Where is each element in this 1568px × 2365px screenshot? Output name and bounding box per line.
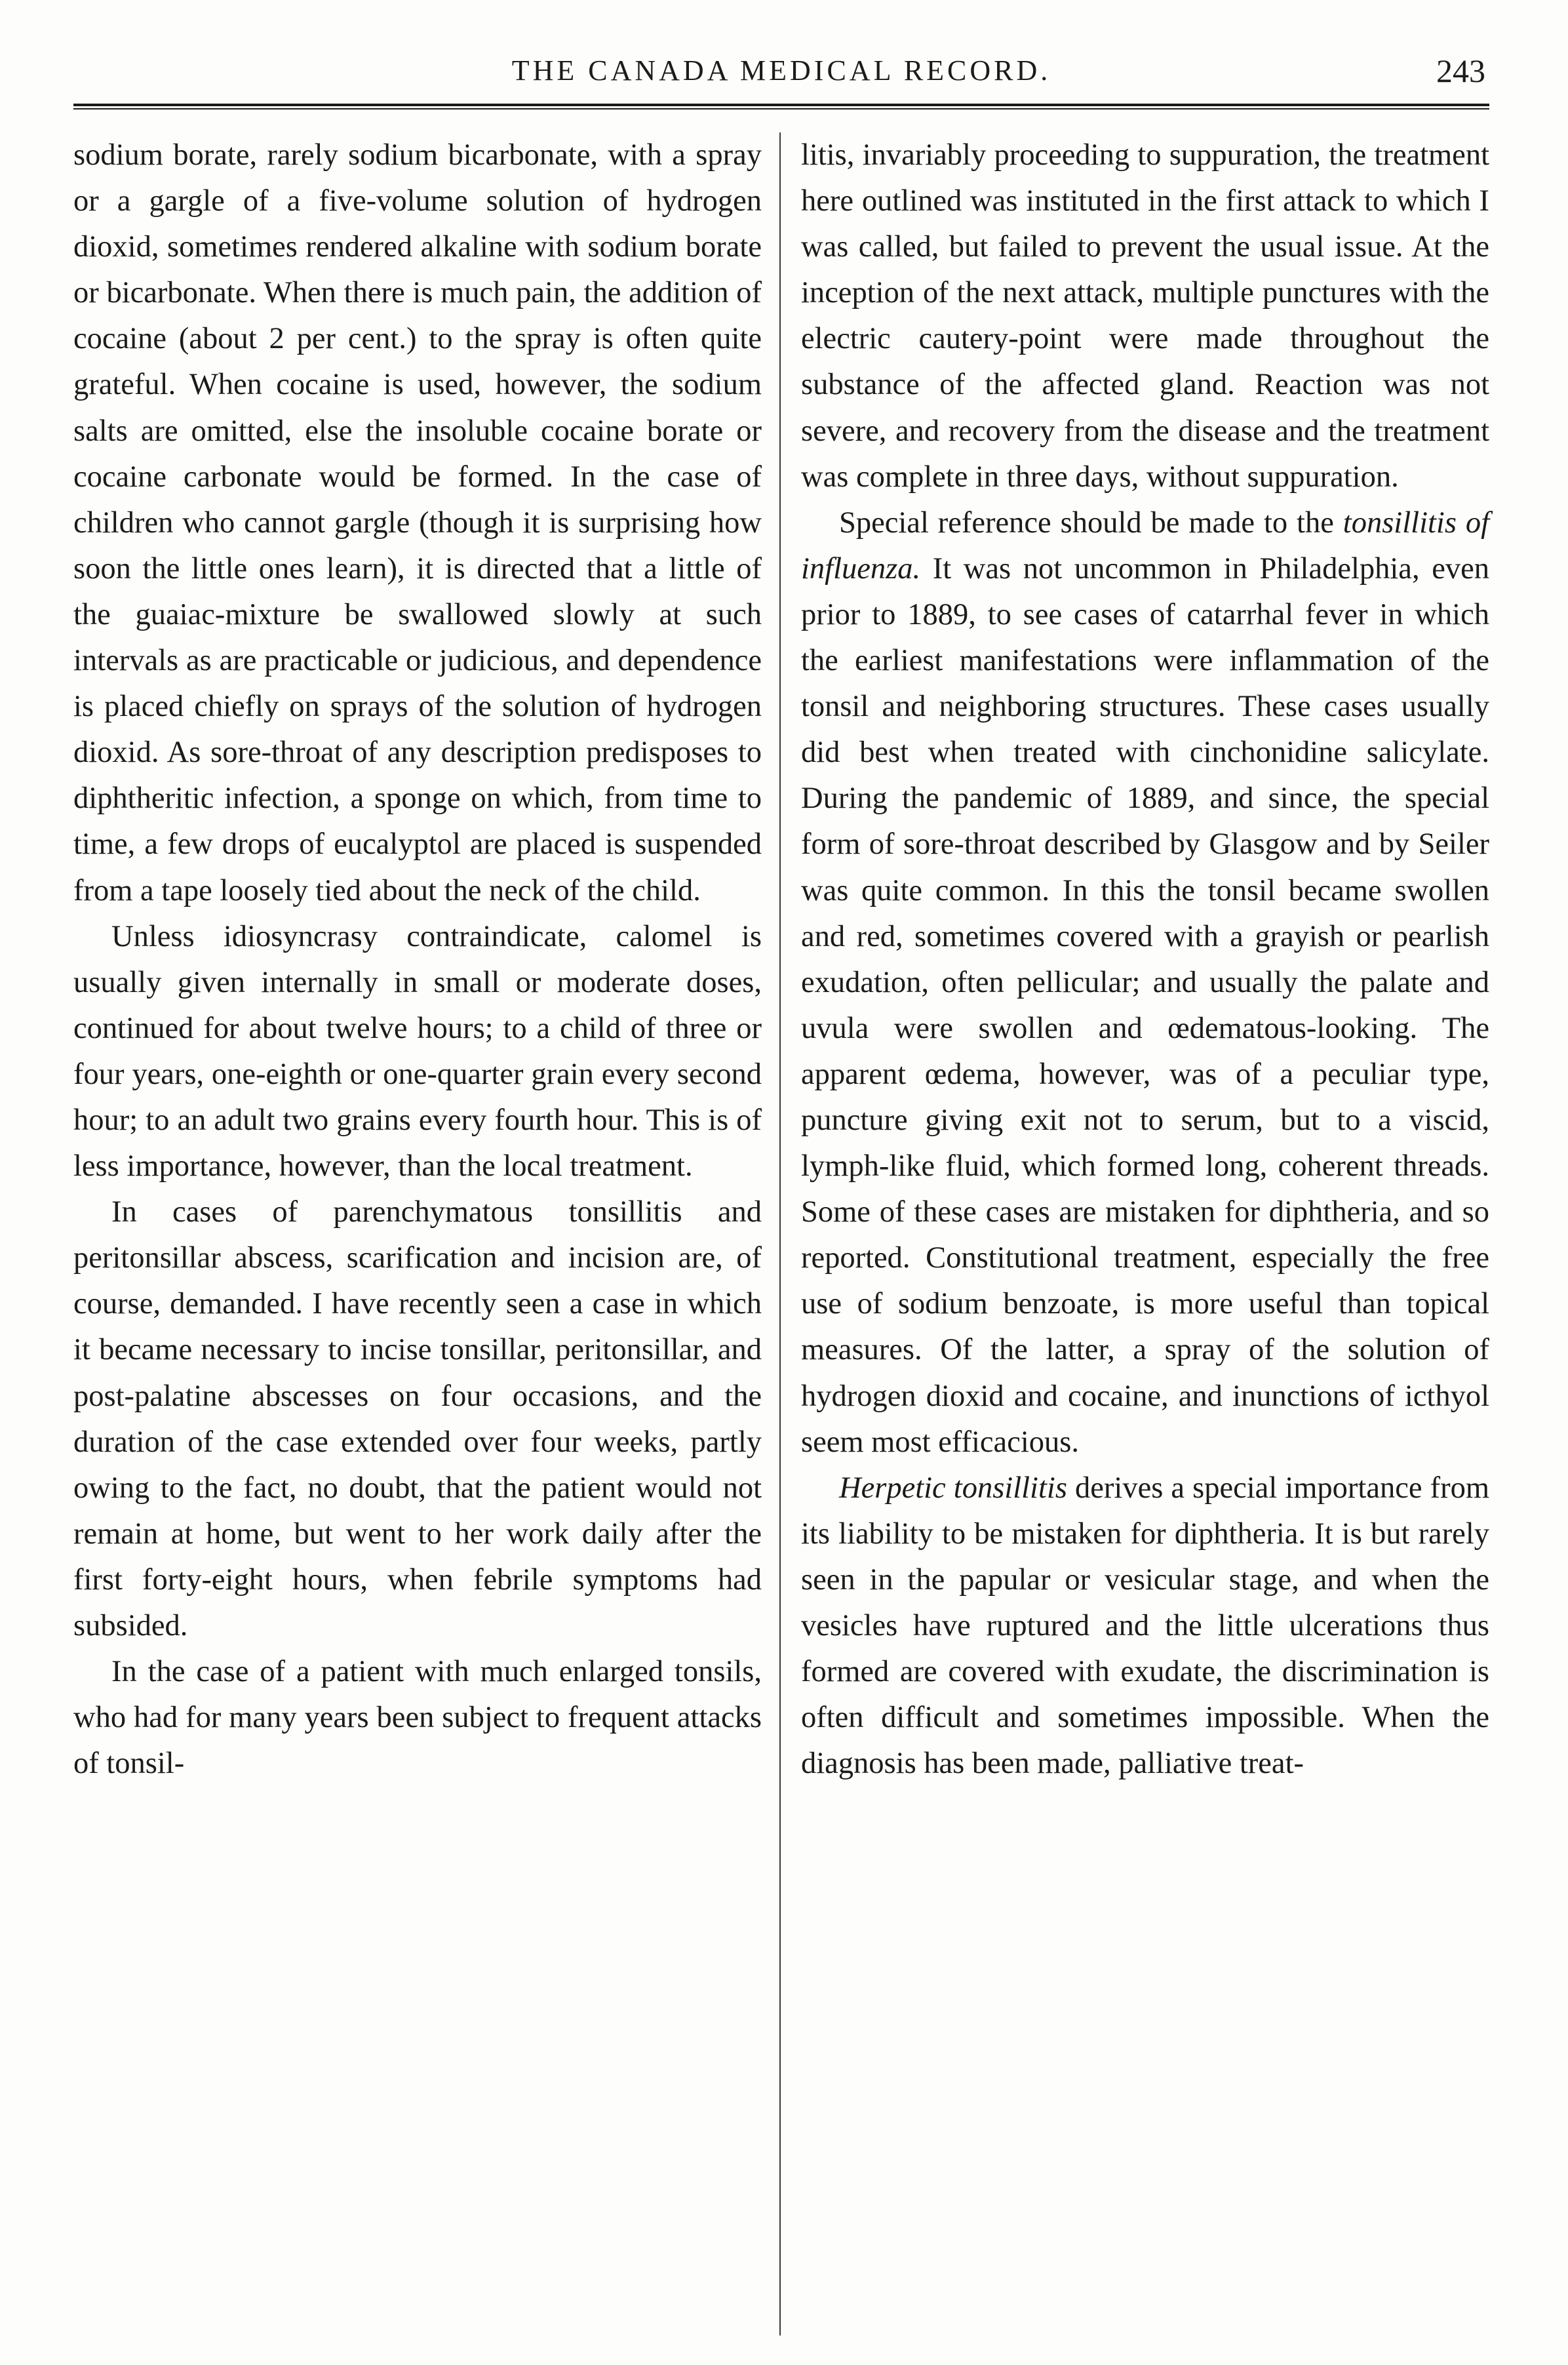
paragraph-body-text: derives a special importance from its liability to be mistaken for diphtheria. It is but rarely seen in the papular or vesicular stage, and when the vesicles have ruptured and the little ulcerations thus formed are covered with exudate, the discrimination is often difficult and sometimes impossible. When the diagnosis has been made, palliative treat- xyxy=(801,1471,1489,1781)
left-paragraph-3: In cases of parenchymatous tonsillitis and peritonsillar abscess, scarification and incision are, of course, demanded. I have recently seen a case in which it became necessary to incise tonsillar, peritonsillar, and post-palatine abscesses on four occasions, and the duration of the case extended over four weeks, partly owing to the fact, no doubt, that the patient would not remain at home, but went to her work daily after the first forty-eight hours, when febrile symptoms had subsided. xyxy=(73,1195,762,1642)
running-head xyxy=(73,51,1489,97)
header-rule-thick xyxy=(73,104,1489,106)
right-paragraph-1: litis, invariably proceeding to suppuration, the treatment here outlined was instituted in the first attack to which I was called, but failed to prevent the usual issue. At the inception of the next attack, multiple punctures with the electric cautery-point were made throughout the substance of the affected gland. Reaction was not severe, and recovery from the disease and the treatment was complete in three days, without suppuration. xyxy=(801,138,1489,494)
italic-term-herpetic-tonsillitis: Herpetic tonsillitis xyxy=(839,1471,1067,1505)
italic-term-tonsillitis-of-influenza: tonsillitis of influenza. xyxy=(801,506,1490,586)
paragraph-body-text: It was not uncommon in Philadelphia, even prior to 1889, to see cases of catarrhal fever in which the earliest manifestations were inflammation of the tonsil and neighboring structures. These cases usually did best when treated with cinchonidine salicylate. During the pandemic of 1889, and since, the special form of sore-throat described by Glasgow and by Seiler was quite common. In this the tonsil became swollen and red, sometimes covered with a grayish or pearlish exudation, often pellicular; and usually the palate and uvula were swollen and œdematous-looking. The apparent œdema, however, was of a peculiar type, puncture giving exit not to serum, but to a viscid, lymph-like fluid, which formed long, coherent threads. Some of these cases are mistaken for diphtheria, and so reported. Constitutional treatment, especially the free use of sodium benzoate, is more useful than topical measures. Of the latter, a spray of the solution of hydrogen dioxid and cocaine, and inunctions of icthyol seem most efficacious. xyxy=(801,551,1489,1459)
left-column xyxy=(73,132,762,1787)
right-paragraph-3 xyxy=(801,1465,1489,1787)
left-paragraph-4: In the case of a patient with much enlarged tonsils, who had for many years been subject to frequent attacks of tonsil- xyxy=(73,1655,762,1781)
right-column xyxy=(801,132,1489,1787)
paragraph-lead-text: Special reference should be made to the xyxy=(839,506,1343,540)
column-divider xyxy=(779,132,781,2335)
left-paragraph-1: sodium borate, rarely sodium bicarbonate, with a spray or a gargle of a five-volume solution of hydrogen dioxid, sometimes rendered alkaline with sodium borate or bicarbonate. When there is much pain, the addition of cocaine (about 2 per cent.) to the spray is often quite grateful. When cocaine is used, however, the sodium salts are omitted, else the insoluble cocaine borate or cocaine carbonate would be formed. In the case of children who cannot gargle (though it is surprising how soon the little ones learn), it is directed that a little of the guaiac-mixture be swallowed slowly at such intervals as are practicable or judicious, and dependence is placed chiefly on sprays of the solution of hydrogen dioxid. As sore-throat of any description predisposes to diphtheritic infection, a sponge on which, from time to time, a few drops of eucalyptol are placed is suspended from a tape loosely tied about the neck of the child. xyxy=(73,138,762,907)
page-number: 243 xyxy=(1436,52,1485,89)
left-paragraph-2: Unless idiosyncrasy contraindicate, calomel is usually given internally in small or moderate doses, continued for about twelve hours; to a child of three or four years, one-eighth or one-quarter grain every second hour; to an adult two grains every fourth hour. This is of less importance, however, than the local treatment. xyxy=(73,919,762,1183)
right-paragraph-2 xyxy=(801,500,1489,1465)
header-rule-thin xyxy=(73,108,1489,109)
header-rule xyxy=(73,104,1489,110)
journal-title: THE CANADA MEDICAL RECORD. xyxy=(511,54,1051,87)
